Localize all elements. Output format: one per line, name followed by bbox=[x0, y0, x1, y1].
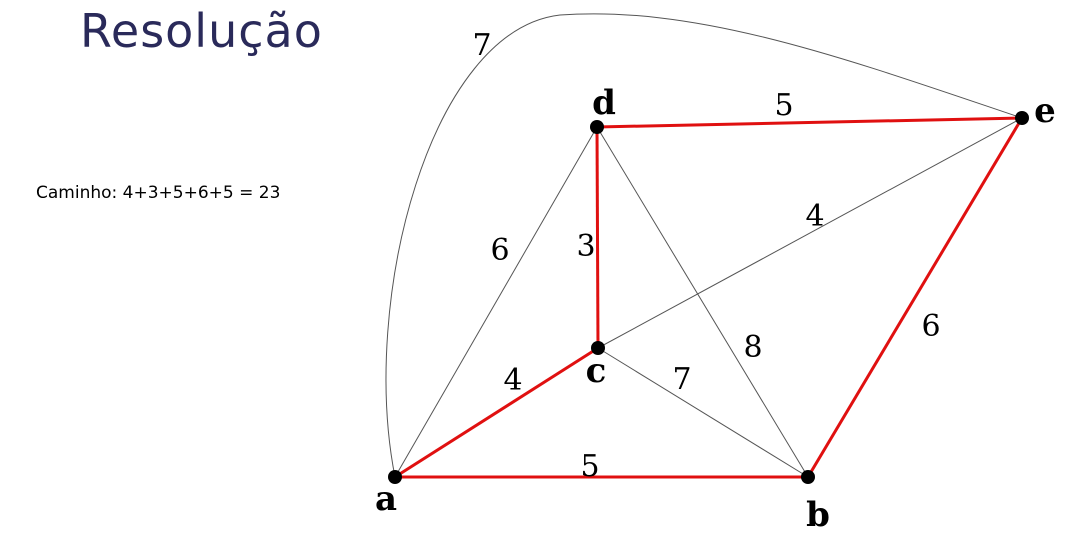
edge-weight-b-e: 6 bbox=[921, 309, 941, 344]
node-label-b: b bbox=[806, 495, 830, 534]
edge-weight-a-b: 5 bbox=[580, 449, 600, 484]
node-label-d: d bbox=[592, 83, 616, 123]
edge-b-e bbox=[808, 118, 1022, 477]
edge-d-e bbox=[597, 118, 1022, 127]
edge-weight-a-e: 7 bbox=[472, 28, 492, 63]
edge-weight-b-c: 7 bbox=[672, 362, 692, 397]
node-e bbox=[1015, 111, 1029, 125]
edge-weight-d-e: 5 bbox=[774, 88, 794, 123]
edge-weight-a-d: 6 bbox=[490, 233, 510, 268]
path-sum-text: Caminho: 4+3+5+6+5 = 23 bbox=[36, 183, 281, 203]
edge-weight-b-d: 8 bbox=[743, 330, 763, 365]
slide-title: Resolução bbox=[80, 4, 323, 58]
edge-b-c bbox=[598, 348, 808, 477]
node-b bbox=[801, 470, 815, 484]
node-label-e: e bbox=[1034, 91, 1056, 131]
node-label-c: c bbox=[585, 351, 607, 391]
edge-a-c bbox=[395, 348, 598, 477]
edge-b-d bbox=[597, 127, 808, 477]
edge-a-e bbox=[386, 14, 1022, 477]
edge-weight-c-e: 4 bbox=[805, 199, 825, 234]
edge-a-d bbox=[395, 127, 597, 477]
node-label-a: a bbox=[374, 479, 398, 519]
edge-c-d bbox=[597, 127, 598, 348]
edge-weight-a-c: 4 bbox=[503, 363, 523, 398]
edge-weight-c-d: 3 bbox=[576, 229, 596, 264]
